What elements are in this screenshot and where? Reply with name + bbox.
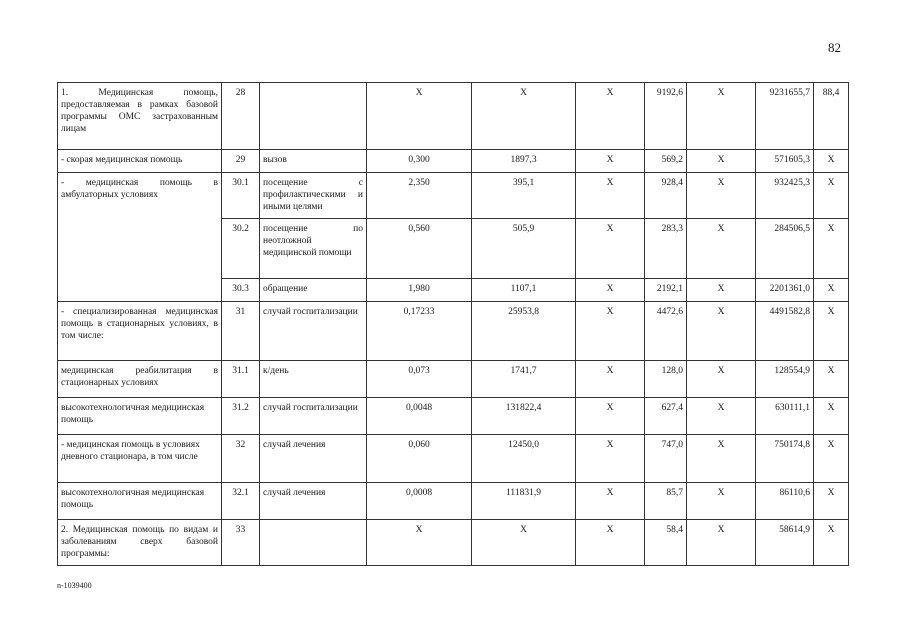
row-unit: случай лечения xyxy=(260,435,367,483)
row-name: высокотехнологичная медицинская помощь xyxy=(58,483,222,520)
row-value: X xyxy=(576,520,645,566)
row-value: X xyxy=(472,520,576,566)
table-row xyxy=(58,435,849,483)
row-value: 12450,0 xyxy=(472,435,576,483)
row-value: X xyxy=(814,520,849,566)
table-row xyxy=(58,361,849,398)
row-value: 2192,1 xyxy=(645,279,687,302)
row-unit: к/день xyxy=(260,361,367,398)
row-value: 1897,3 xyxy=(472,150,576,173)
row-unit xyxy=(260,520,367,566)
row-number: 30.2 xyxy=(222,219,260,279)
row-value: X xyxy=(687,483,756,520)
row-value: X xyxy=(576,83,645,150)
row-value: X xyxy=(687,302,756,361)
row-value: 4472,6 xyxy=(645,302,687,361)
row-unit: посещение по неотложной медицинской помощи xyxy=(260,219,367,279)
table-row xyxy=(58,483,849,520)
row-value: X xyxy=(576,173,645,219)
row-unit xyxy=(260,83,367,150)
row-name: 2. Медицинская помощь по видам и заболеваниям сверх базовой программы: xyxy=(58,520,222,566)
row-value: X xyxy=(576,219,645,279)
row-value: 86110,6 xyxy=(756,483,814,520)
row-value: 58,4 xyxy=(645,520,687,566)
row-value: 284506,5 xyxy=(756,219,814,279)
row-value: 627,4 xyxy=(645,398,687,435)
row-number: 31.1 xyxy=(222,361,260,398)
row-value: 0,0048 xyxy=(367,398,472,435)
row-number: 31.2 xyxy=(222,398,260,435)
row-value: 747,0 xyxy=(645,435,687,483)
row-value: X xyxy=(814,435,849,483)
row-value: X xyxy=(576,483,645,520)
row-value: 395,1 xyxy=(472,173,576,219)
row-value: X xyxy=(687,398,756,435)
row-value: X xyxy=(687,173,756,219)
row-number: 32 xyxy=(222,435,260,483)
row-number: 29 xyxy=(222,150,260,173)
row-unit: случай госпитализации xyxy=(260,302,367,361)
row-value: X xyxy=(576,398,645,435)
row-value: X xyxy=(814,398,849,435)
table-row xyxy=(58,302,849,361)
row-value: 0,0008 xyxy=(367,483,472,520)
row-value: X xyxy=(576,279,645,302)
row-value: 283,3 xyxy=(645,219,687,279)
row-name: - скорая медицинская помощь xyxy=(58,150,222,173)
row-value: X xyxy=(687,279,756,302)
row-value: X xyxy=(576,302,645,361)
row-value: 0,300 xyxy=(367,150,472,173)
row-value: 2,350 xyxy=(367,173,472,219)
row-value: X xyxy=(687,150,756,173)
row-value: X xyxy=(814,483,849,520)
row-value: 9231655,7 xyxy=(756,83,814,150)
row-name: - медицинская помощь в амбулаторных условиях xyxy=(58,173,222,302)
table-row xyxy=(58,173,849,219)
row-name: - специализированная медицинская помощь в стационарных условиях, в том числе: xyxy=(58,302,222,361)
row-value: X xyxy=(576,361,645,398)
row-value: X xyxy=(814,173,849,219)
row-value: 932425,3 xyxy=(756,173,814,219)
row-value: 128,0 xyxy=(645,361,687,398)
row-value: X xyxy=(687,435,756,483)
row-value: 750174,8 xyxy=(756,435,814,483)
row-number: 28 xyxy=(222,83,260,150)
row-value: 58614,9 xyxy=(756,520,814,566)
row-unit: случай госпитализации xyxy=(260,398,367,435)
row-value: X xyxy=(576,150,645,173)
row-value: 0,17233 xyxy=(367,302,472,361)
row-unit: обращение xyxy=(260,279,367,302)
row-value: 571605,3 xyxy=(756,150,814,173)
row-number: 32.1 xyxy=(222,483,260,520)
row-value: X xyxy=(814,219,849,279)
row-value: 1741,7 xyxy=(472,361,576,398)
row-value: X xyxy=(687,83,756,150)
row-value: 2201361,0 xyxy=(756,279,814,302)
row-value: X xyxy=(367,520,472,566)
row-value: X xyxy=(814,361,849,398)
row-value: X xyxy=(576,435,645,483)
row-value: X xyxy=(814,279,849,302)
table-row xyxy=(58,150,849,173)
row-number: 33 xyxy=(222,520,260,566)
row-value: X xyxy=(814,150,849,173)
row-value: 569,2 xyxy=(645,150,687,173)
table-row xyxy=(58,520,849,566)
row-value: X xyxy=(687,520,756,566)
row-value: X xyxy=(472,83,576,150)
row-value: 0,060 xyxy=(367,435,472,483)
row-number: 31 xyxy=(222,302,260,361)
row-name: медицинская реабилитация в стационарных условиях xyxy=(58,361,222,398)
page-number: 82 xyxy=(828,40,841,55)
row-unit: посещение с профилактическими и иными целями xyxy=(260,173,367,219)
row-unit: случай лечения xyxy=(260,483,367,520)
footer-code: n-1039400 xyxy=(57,581,92,590)
row-number: 30.3 xyxy=(222,279,260,302)
row-value: X xyxy=(687,361,756,398)
row-value: 928,4 xyxy=(645,173,687,219)
row-value: 0,073 xyxy=(367,361,472,398)
row-value: X xyxy=(687,219,756,279)
row-name: - медицинская помощь в условиях дневного стационара, в том числе xyxy=(58,435,222,483)
row-name: 1. Медицинская помощь, предоставляемая в рамках базовой программы ОМС застрахованным лицам xyxy=(58,83,222,150)
table-row xyxy=(58,83,849,150)
row-value: 111831,9 xyxy=(472,483,576,520)
table-row xyxy=(58,398,849,435)
row-value: 4491582,8 xyxy=(756,302,814,361)
row-number: 30.1 xyxy=(222,173,260,219)
row-value: 88,4 xyxy=(814,83,849,150)
row-value: 0,560 xyxy=(367,219,472,279)
row-value: 505,9 xyxy=(472,219,576,279)
row-value: 131822,4 xyxy=(472,398,576,435)
row-value: 630111,1 xyxy=(756,398,814,435)
row-value: X xyxy=(814,302,849,361)
row-name: высокотехнологичная медицинская помощь xyxy=(58,398,222,435)
row-value: 9192,6 xyxy=(645,83,687,150)
row-value: 25953,8 xyxy=(472,302,576,361)
row-value: 85,7 xyxy=(645,483,687,520)
financing-table xyxy=(57,82,849,566)
row-value: 1,980 xyxy=(367,279,472,302)
row-unit: вызов xyxy=(260,150,367,173)
row-value: X xyxy=(367,83,472,150)
row-value: 1107,1 xyxy=(472,279,576,302)
row-value: 128554,9 xyxy=(756,361,814,398)
